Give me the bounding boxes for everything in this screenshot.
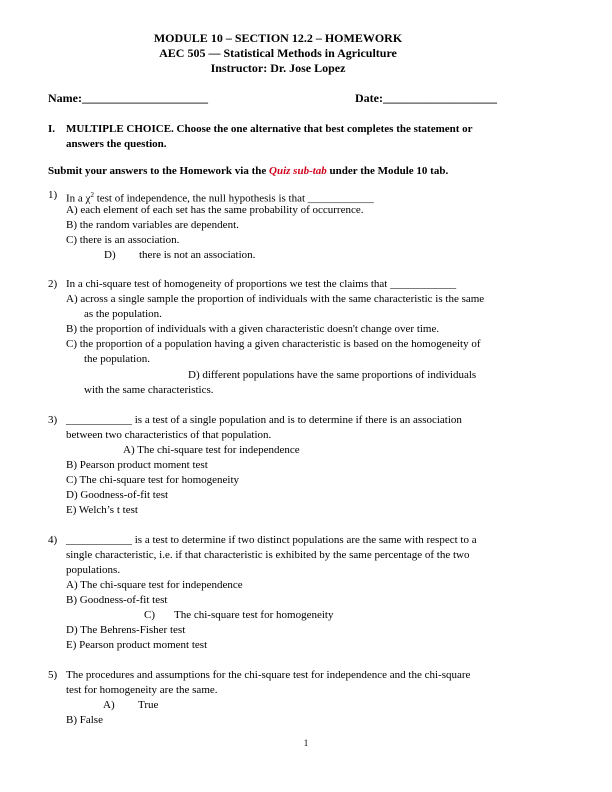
answer-option-b[interactable]: B) Pearson product moment test xyxy=(66,459,208,471)
name-field[interactable] xyxy=(48,91,208,106)
answer-option-a[interactable]: A) each element of each set has the same probability of occurrence. xyxy=(66,204,364,216)
question-stem-cont: between two characteristics of that population. xyxy=(66,429,272,441)
answer-option-a-cont: as the population. xyxy=(84,308,162,320)
section-heading-line2: answers the question. xyxy=(66,138,167,150)
answer-option-c[interactable]: C) there is an association. xyxy=(66,234,180,246)
date-label: Date: xyxy=(355,91,383,105)
question-number: 2) xyxy=(48,278,58,290)
answer-option-c[interactable]: C) the proportion of a population having a given characteristic is based on the homogeneity of xyxy=(66,338,481,350)
question-stem-cont: populations. xyxy=(66,564,121,576)
question-number: 1) xyxy=(48,189,58,201)
question-stem: In a $\chi^2$ test of independence, the null hypothesis is that ____________ xyxy=(66,191,374,205)
header-instructor: Instructor: Dr. Jose Lopez xyxy=(210,61,346,75)
name-blank[interactable]: _____________________ xyxy=(81,91,208,105)
answer-option-a[interactable]: A) across a single sample the proportion of individuals with the same characteristic is the same xyxy=(66,293,485,305)
answer-option-d-label[interactable]: D) xyxy=(104,249,116,261)
answer-option-a-label[interactable]: A) xyxy=(103,699,115,711)
answer-option-a[interactable]: A) The chi-square test for independence xyxy=(66,579,243,591)
answer-option-e[interactable]: E) Pearson product moment test xyxy=(66,639,208,651)
superscript-2: 2 xyxy=(90,191,94,199)
answer-option-d-cont: with the same characteristics. xyxy=(84,384,214,396)
answer-option-d[interactable]: D) Goodness-of-fit test xyxy=(66,489,169,501)
answer-option-c[interactable]: The chi-square test for homogeneity xyxy=(174,609,334,621)
answer-option-a[interactable]: True xyxy=(138,699,159,711)
question-stem: ____________ is a test to determine if two distinct populations are the same with respect to a xyxy=(66,534,477,546)
answer-option-b[interactable]: B) the proportion of individuals with a given characteristic doesn't change over time. xyxy=(66,323,440,335)
question-number: 4) xyxy=(48,534,58,546)
answer-option-c-label[interactable]: C) xyxy=(144,609,155,621)
answer-option-c-cont: the population. xyxy=(84,353,150,365)
answer-option-b[interactable]: B) False xyxy=(66,714,103,726)
quiz-sub-tab-link[interactable]: Quiz sub-tab xyxy=(269,165,327,177)
answer-option-d[interactable]: D) The Behrens-Fisher test xyxy=(66,624,186,636)
chi-symbol: χ xyxy=(85,192,91,205)
name-label: Name: xyxy=(48,91,82,105)
answer-option-a[interactable]: A) The chi-square test for independence xyxy=(123,444,300,456)
header-title: MODULE 10 – SECTION 12.2 – HOMEWORK xyxy=(153,31,403,45)
question-stem: The procedures and assumptions for the chi-square test for independence and the chi-square xyxy=(66,669,471,681)
answer-option-d[interactable]: there is not an association. xyxy=(139,249,256,261)
section-heading-line1: MULTIPLE CHOICE. Choose the one alternative that best completes the statement or xyxy=(66,123,473,135)
answer-option-b[interactable]: B) Goodness-of-fit test xyxy=(66,594,168,606)
header-course: AEC 505 — Statistical Methods in Agriculture xyxy=(159,46,397,60)
answer-option-b[interactable]: B) the random variables are dependent. xyxy=(66,219,239,231)
question-stem: ____________ is a test of a single population and is to determine if there is an association xyxy=(66,414,462,426)
submit-instructions xyxy=(48,164,448,179)
question-stem-cont: test for homogeneity are the same. xyxy=(66,684,218,696)
answer-option-c[interactable]: C) The chi-square test for homogeneity xyxy=(66,474,239,486)
question-number: 3) xyxy=(48,414,58,426)
question-number: 5) xyxy=(48,669,58,681)
answer-option-e[interactable]: E) Welch’s t test xyxy=(66,504,138,516)
date-field[interactable] xyxy=(355,91,497,106)
question-stem: In a chi-square test of homogeneity of proportions we test the claims that ____________ xyxy=(66,278,457,290)
answer-option-d[interactable]: D) different populations have the same proportions of individuals xyxy=(188,369,477,381)
section-number: I. xyxy=(48,123,56,135)
question-stem-cont: single characteristic, i.e. if that characteristic is exhibited by the same percentage of the two xyxy=(66,549,470,561)
page-number: 1 xyxy=(303,738,309,748)
date-blank[interactable]: ___________________ xyxy=(382,91,497,105)
submit-text-before: Submit your answers to the Homework via the xyxy=(48,165,270,177)
submit-text-after: under the Module 10 tab. xyxy=(326,165,449,177)
